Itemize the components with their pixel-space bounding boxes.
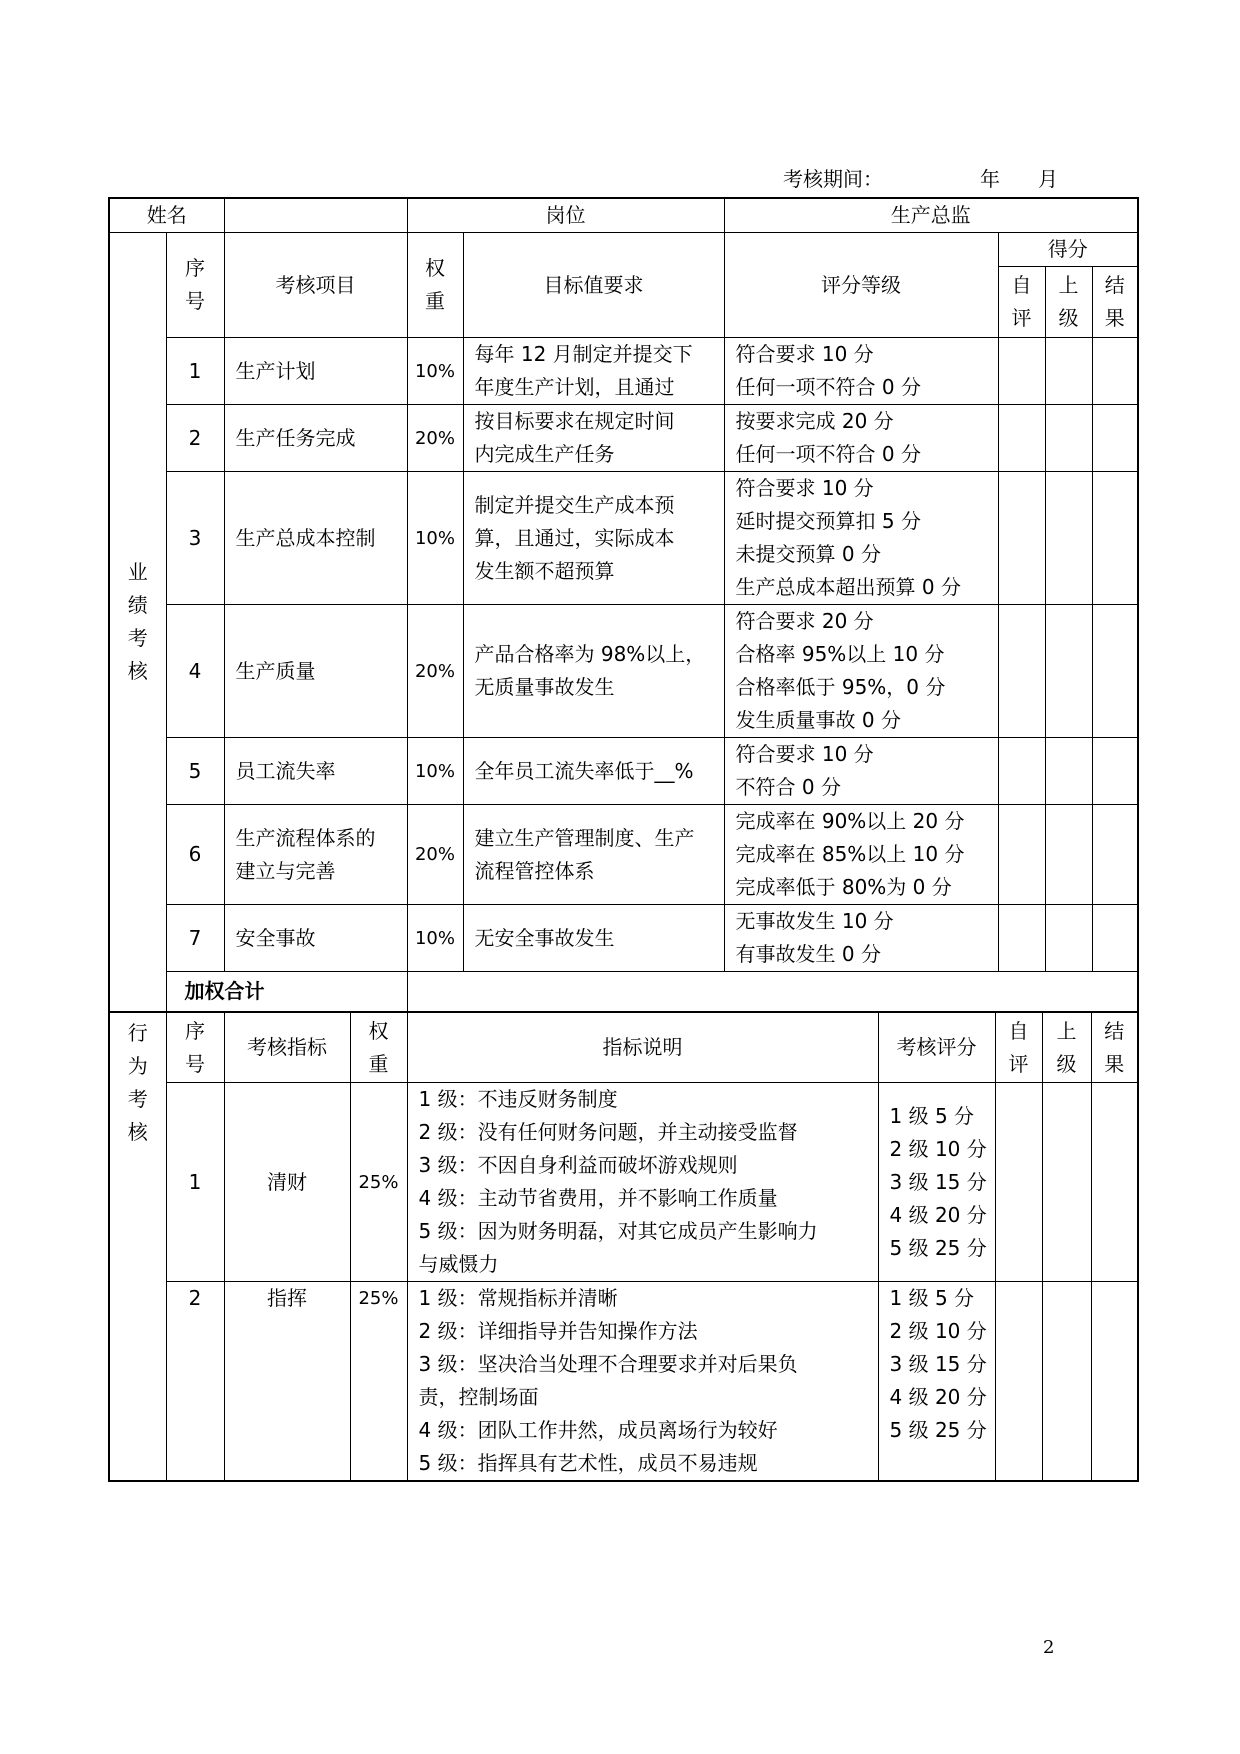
weighted-total-label: 加权合计	[166, 972, 407, 1012]
name-label: 姓名	[109, 198, 224, 233]
row-seq: 1	[166, 1083, 224, 1282]
row-grade: 符合要求 20 分 合格率 95%以上 10 分 合格率低于 95%，0 分 发生质量事故 0 分	[724, 605, 998, 738]
self-score-cell[interactable]	[998, 738, 1045, 805]
self-score-cell[interactable]	[998, 338, 1045, 405]
result-score-cell[interactable]	[1091, 1282, 1138, 1482]
table-row	[109, 405, 1138, 472]
table-row	[109, 1282, 1138, 1482]
performance-assessment-table	[108, 197, 1139, 1013]
row-item: 生产任务完成	[224, 405, 407, 472]
position-label: 岗位	[407, 198, 724, 233]
table-row	[109, 1083, 1138, 1282]
col-target: 目标值要求	[463, 233, 724, 338]
row-desc: 1 级：不违反财务制度 2 级：没有任何财务问题，并主动接受监督 3 级：不因自身利益而破坏游戏规则 4 级：主动节省费用，并不影响工作质量 5 级：因为财务明磊，对其它成员产生影响力 与威慑力	[407, 1083, 878, 1282]
superior-score-cell[interactable]	[1045, 472, 1092, 605]
period-label: 考核期间：	[783, 167, 883, 191]
col-weight: 权 重	[407, 233, 463, 338]
position-value: 生产总监	[724, 198, 1138, 233]
result-score-cell[interactable]	[1092, 905, 1138, 972]
col-score: 得分	[998, 233, 1138, 267]
period-month-label: 月	[1038, 167, 1058, 191]
col-seq: 序 号	[166, 1013, 224, 1083]
col-indicator: 考核指标	[224, 1013, 350, 1083]
name-value-field[interactable]	[224, 198, 407, 233]
row-seq: 3	[166, 472, 224, 605]
row-target: 制定并提交生产成本预 算，且通过，实际成本 发生额不超预算	[463, 472, 724, 605]
superior-score-cell[interactable]	[1042, 1083, 1091, 1282]
row-grade: 按要求完成 20 分 任何一项不符合 0 分	[724, 405, 998, 472]
row-weight: 10%	[407, 738, 463, 805]
row-grade: 符合要求 10 分 延时提交预算扣 5 分 未提交预算 0 分 生产总成本超出预算 0 分	[724, 472, 998, 605]
result-score-cell[interactable]	[1092, 338, 1138, 405]
row-weight: 20%	[407, 805, 463, 905]
row-grade: 完成率在 90%以上 20 分 完成率在 85%以上 10 分 完成率低于 80%为 0 分	[724, 805, 998, 905]
weighted-total-value[interactable]	[407, 972, 1138, 1012]
self-score-cell[interactable]	[998, 805, 1045, 905]
col-grade: 评分等级	[724, 233, 998, 338]
row-item: 安全事故	[224, 905, 407, 972]
table-row	[109, 738, 1138, 805]
table-row	[109, 605, 1138, 738]
col-superior: 上 级	[1042, 1013, 1091, 1083]
row-indicator: 指挥	[224, 1282, 350, 1482]
row-rating: 1 级 5 分 2 级 10 分 3 级 15 分 4 级 20 分 5 级 25 分	[878, 1083, 995, 1282]
self-score-cell[interactable]	[998, 405, 1045, 472]
table-row	[109, 472, 1138, 605]
row-indicator: 清财	[224, 1083, 350, 1282]
row-weight: 10%	[407, 338, 463, 405]
self-score-cell[interactable]	[995, 1083, 1042, 1282]
weighted-total-row	[109, 972, 1138, 1012]
result-score-cell[interactable]	[1092, 738, 1138, 805]
row-seq: 4	[166, 605, 224, 738]
col-seq: 序 号	[166, 233, 224, 338]
row-seq: 5	[166, 738, 224, 805]
row-weight: 10%	[407, 472, 463, 605]
row-target: 产品合格率为 98%以上， 无质量事故发生	[463, 605, 724, 738]
superior-score-cell[interactable]	[1045, 805, 1092, 905]
row-seq: 7	[166, 905, 224, 972]
row-item: 员工流失率	[224, 738, 407, 805]
table-row	[109, 338, 1138, 405]
superior-score-cell[interactable]	[1045, 905, 1092, 972]
result-score-cell[interactable]	[1092, 805, 1138, 905]
col-self: 自 评	[995, 1013, 1042, 1083]
table-row	[109, 905, 1138, 972]
row-grade: 符合要求 10 分 不符合 0 分	[724, 738, 998, 805]
result-score-cell[interactable]	[1092, 472, 1138, 605]
row-target: 建立生产管理制度、生产 流程管控体系	[463, 805, 724, 905]
row-weight: 10%	[407, 905, 463, 972]
row-seq: 2	[166, 405, 224, 472]
superior-score-cell[interactable]	[1045, 738, 1092, 805]
period-year-label: 年	[980, 167, 1000, 191]
row-seq: 6	[166, 805, 224, 905]
row-target: 无安全事故发生	[463, 905, 724, 972]
col-item: 考核项目	[224, 233, 407, 338]
row-weight: 20%	[407, 605, 463, 738]
row-item: 生产流程体系的 建立与完善	[224, 805, 407, 905]
superior-score-cell[interactable]	[1045, 605, 1092, 738]
row-weight: 20%	[407, 405, 463, 472]
row-weight: 25%	[350, 1083, 407, 1282]
col-rating: 考核评分	[878, 1013, 995, 1083]
col-self: 自 评	[998, 267, 1045, 338]
table-row	[109, 805, 1138, 905]
self-score-cell[interactable]	[998, 472, 1045, 605]
col-result: 结 果	[1091, 1013, 1138, 1083]
row-item: 生产计划	[224, 338, 407, 405]
col-result: 结 果	[1092, 267, 1138, 338]
result-score-cell[interactable]	[1092, 605, 1138, 738]
col-superior: 上 级	[1045, 267, 1092, 338]
page-number: 2	[1043, 1637, 1055, 1658]
row-grade: 符合要求 10 分 任何一项不符合 0 分	[724, 338, 998, 405]
row-target: 按目标要求在规定时间 内完成生产任务	[463, 405, 724, 472]
row-target: 每年 12 月制定并提交下 年度生产计划，且通过	[463, 338, 724, 405]
col-weight: 权 重	[350, 1013, 407, 1083]
row-grade: 无事故发生 10 分 有事故发生 0 分	[724, 905, 998, 972]
row-desc: 1 级：常规指标并清晰 2 级：详细指导并告知操作方法 3 级：坚决洽当处理不合理要求并对后果负 责，控制场面 4 级：团队工作井然，成员离场行为较好 5 级：指挥具有艺术性，成员不易违规	[407, 1282, 878, 1482]
row-target: 全年员工流失率低于__%	[463, 738, 724, 805]
row-seq: 2	[166, 1282, 224, 1482]
col-desc: 指标说明	[407, 1013, 878, 1083]
row-item: 生产质量	[224, 605, 407, 738]
result-score-cell[interactable]	[1092, 405, 1138, 472]
superior-score-cell[interactable]	[1045, 405, 1092, 472]
self-score-cell[interactable]	[998, 905, 1045, 972]
assessment-period	[0, 163, 1240, 193]
behavior-assessment-table	[108, 1012, 1139, 1482]
row-rating: 1 级 5 分 2 级 10 分 3 级 15 分 4 级 20 分 5 级 25 分	[878, 1282, 995, 1482]
self-score-cell[interactable]	[998, 605, 1045, 738]
self-score-cell[interactable]	[995, 1282, 1042, 1482]
result-score-cell[interactable]	[1091, 1083, 1138, 1282]
row-seq: 1	[166, 338, 224, 405]
row-weight: 25%	[350, 1282, 407, 1482]
performance-section-label: 业 绩 考 核	[109, 233, 166, 1012]
superior-score-cell[interactable]	[1045, 338, 1092, 405]
superior-score-cell[interactable]	[1042, 1282, 1091, 1482]
behavior-section-label: 行 为 考 核	[109, 1013, 166, 1482]
row-item: 生产总成本控制	[224, 472, 407, 605]
